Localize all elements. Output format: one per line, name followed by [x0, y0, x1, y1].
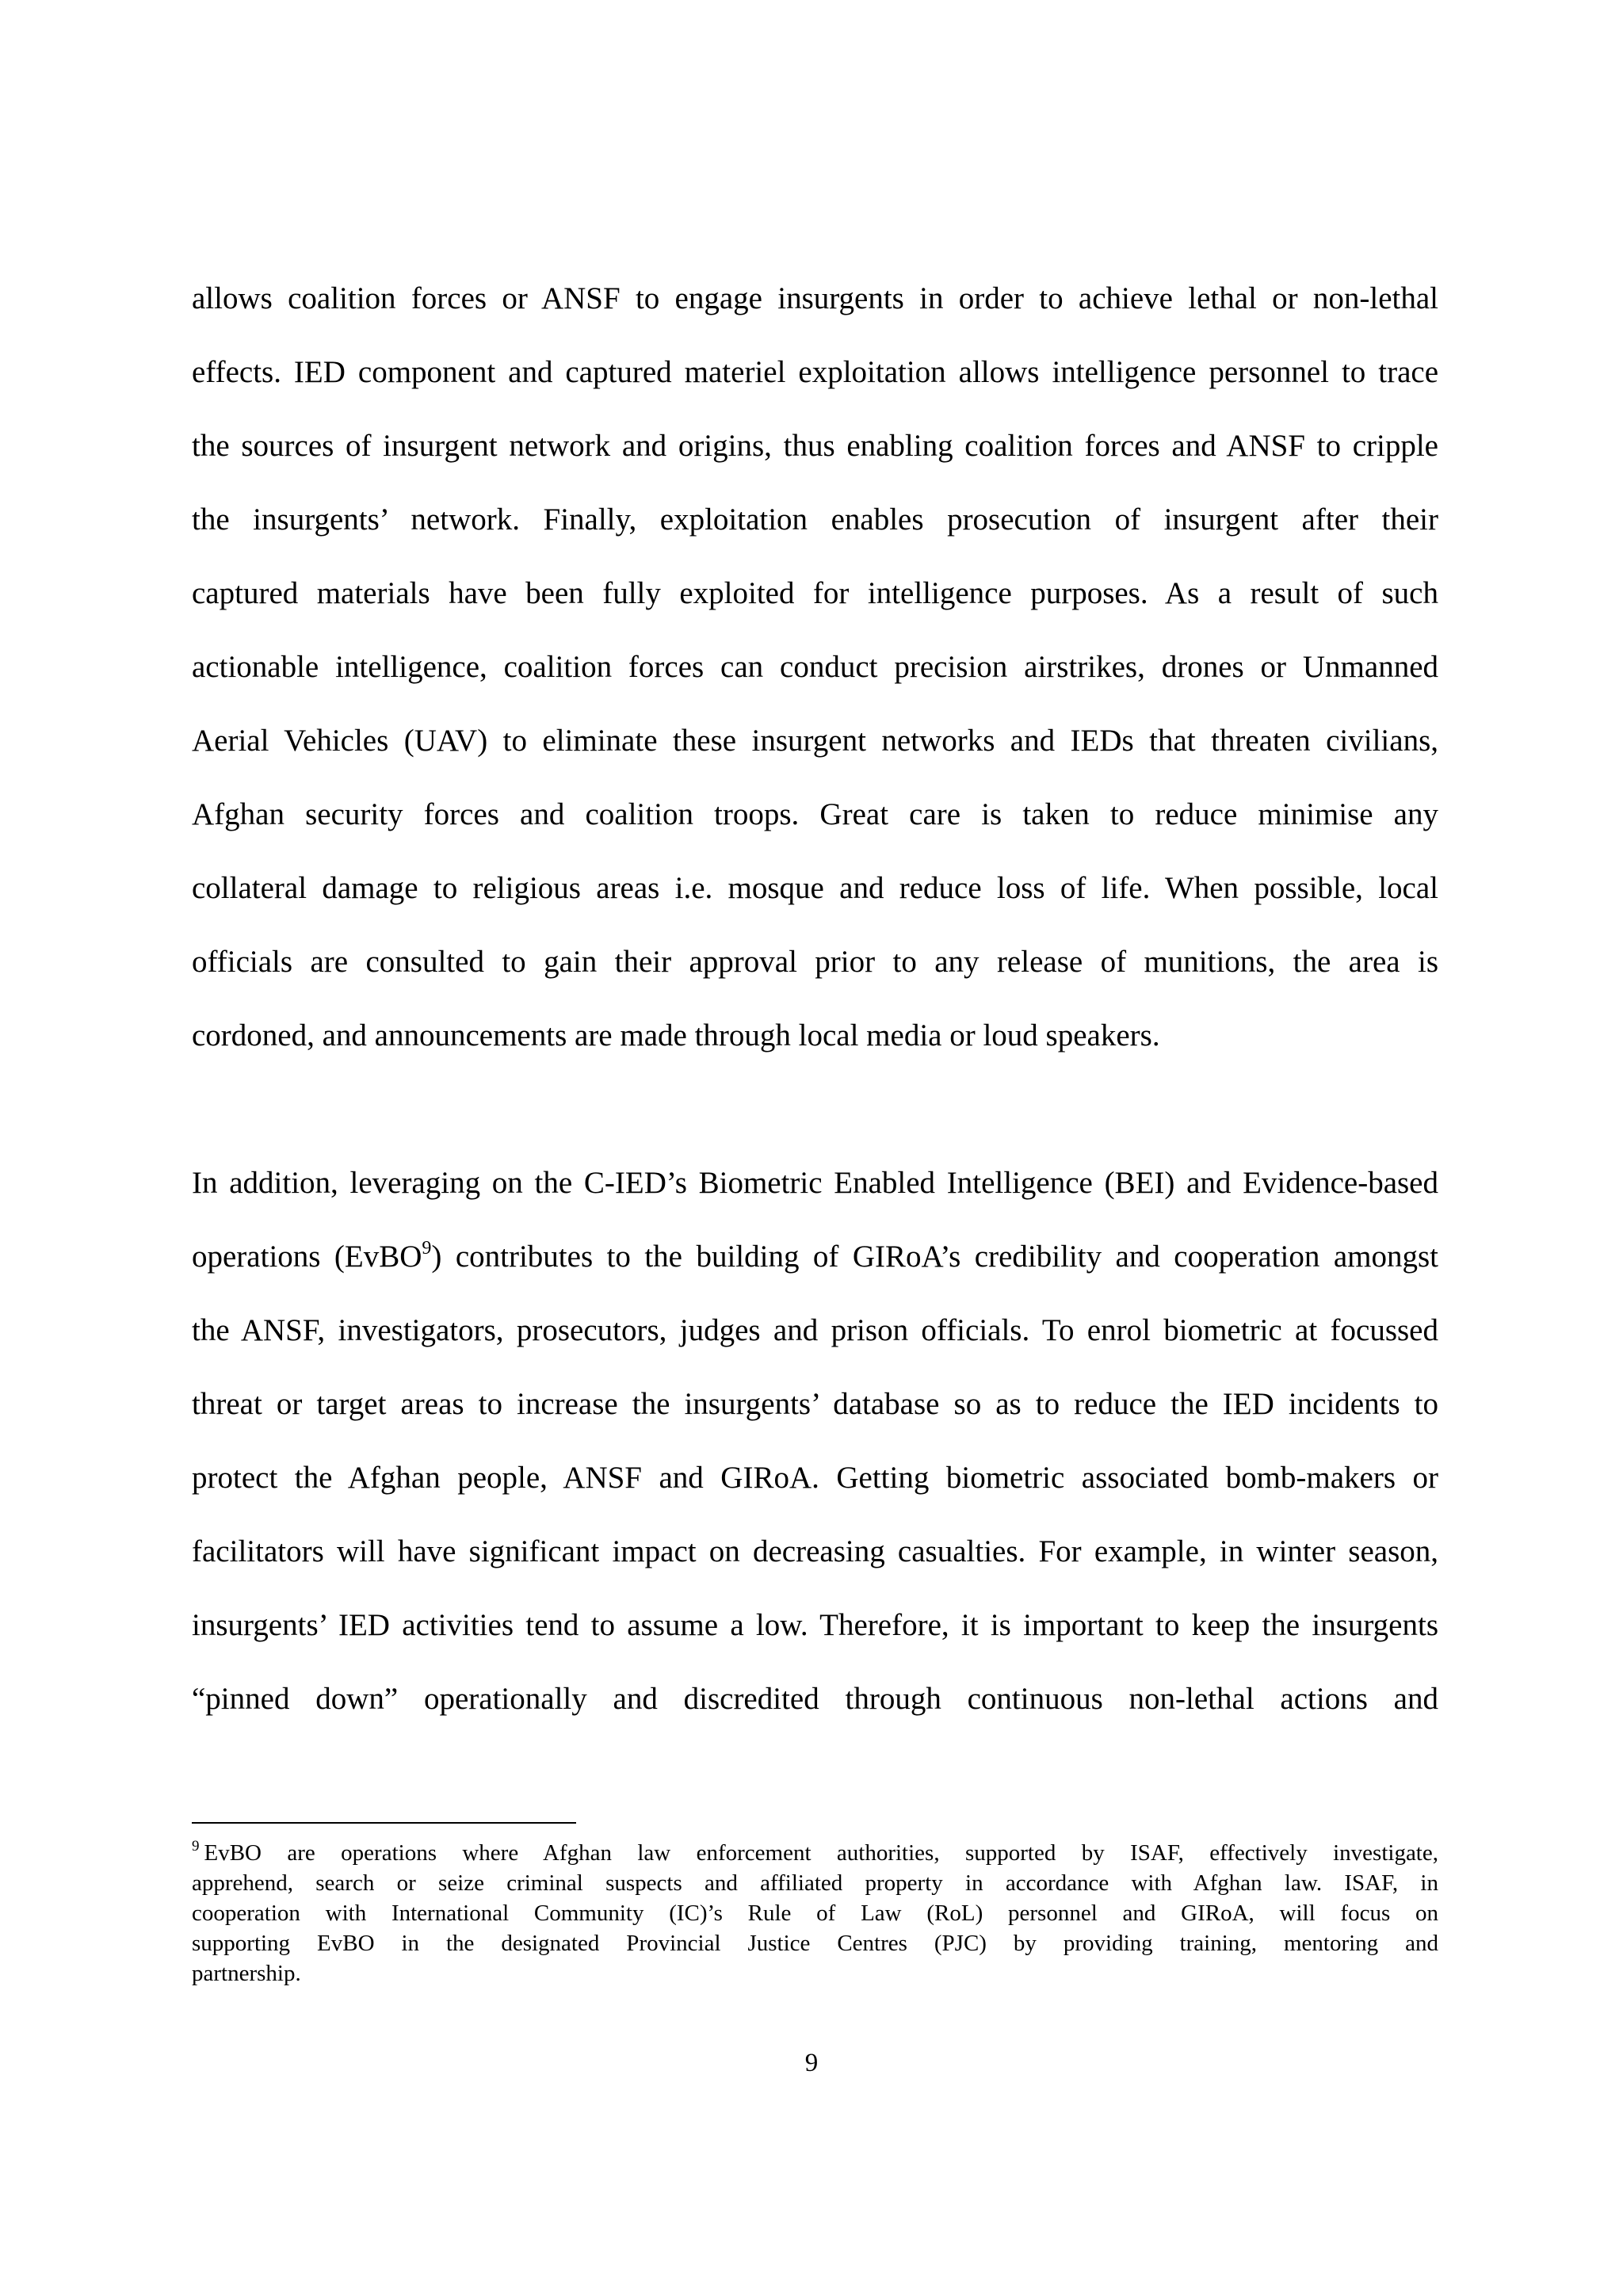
paragraph-2-line-1: In addition, leveraging on the C-IED’s Biometric Enabled Intelligence (BEI) and Evidence-based: [192, 1166, 1438, 1200]
footnote-separator: [192, 1822, 576, 1824]
footnote-line-2: apprehend, search or seize criminal suspects and affiliated property in accordance with Afghan law. ISAF, in: [192, 1870, 1438, 1896]
paragraph-2-line-3: the ANSF, investigators, prosecutors, judges and prison officials. To enrol biometric at focussed: [192, 1313, 1438, 1347]
paragraph-1-line-10: officials are consulted to gain their approval prior to any release of munitions, the area is: [192, 945, 1438, 979]
paragraph-1-line-4: the insurgents’ network. Finally, exploitation enables prosecution of insurgent after their: [192, 502, 1438, 537]
paragraph-2-line-5: protect the Afghan people, ANSF and GIRoA. Getting biometric associated bomb-makers or: [192, 1461, 1438, 1495]
footnote-line-4: supporting EvBO in the designated Provincial Justice Centres (PJC) by providing training, mentoring and: [192, 1931, 1438, 1956]
paragraph-2-line-4: threat or target areas to increase the insurgents’ database so as to reduce the IED incidents to: [192, 1387, 1438, 1421]
paragraph-2-line-2: [192, 1236, 1438, 1278]
paragraph-1-line-3: the sources of insurgent network and origins, thus enabling coalition forces and ANSF to cripple: [192, 429, 1438, 463]
footnote-line-3: cooperation with International Community (IC)’s Rule of Law (RoL) personnel and GIRoA, will focus on: [192, 1901, 1438, 1926]
paragraph-1-line-8: Afghan security forces and coalition troops. Great care is taken to reduce minimise any: [192, 797, 1438, 831]
paragraph-1-line-7: Aerial Vehicles (UAV) to eliminate these insurgent networks and IEDs that threaten civilians,: [192, 724, 1438, 758]
paragraph-2-line-8: “pinned down” operationally and discredited through continuous non-lethal actions and: [192, 1682, 1438, 1716]
page-number: 9: [804, 2049, 819, 2077]
footnote-line-5: partnership.: [192, 1961, 301, 1986]
paragraph-1-line-6: actionable intelligence, coalition forces can conduct precision airstrikes, drones or Unmanned: [192, 650, 1438, 684]
paragraph-1-line-1: allows coalition forces or ANSF to engage insurgents in order to achieve lethal or non-lethal: [192, 281, 1438, 315]
paragraph-2-line-2-start: operations (EvBO: [192, 1240, 422, 1274]
paragraph-2-line-7: insurgents’ IED activities tend to assume a low. Therefore, it is important to keep the insurgents: [192, 1608, 1438, 1642]
paragraph-1-line-5: captured materials have been fully exploited for intelligence purposes. As a result of such: [192, 576, 1438, 610]
paragraph-2-line-2-end: ) contributes to the building of GIRoA’s credibility and cooperation amongst: [431, 1240, 1438, 1274]
footnote-marker: 9: [192, 1838, 200, 1855]
footnote-line-1-text: EvBO are operations where Afghan law enforcement authorities, supported by ISAF, effectively investigate,: [204, 1840, 1438, 1866]
paragraph-2-line-6: facilitators will have significant impact on decreasing casualties. For example, in winter season,: [192, 1534, 1438, 1568]
paragraph-1-line-11: cordoned, and announcements are made through local media or loud speakers.: [192, 1018, 1160, 1052]
paragraph-1-line-9: collateral damage to religious areas i.e. mosque and reduce loss of life. When possible, local: [192, 871, 1438, 905]
footnote-line-1: [192, 1838, 1438, 1868]
paragraph-1-line-2: effects. IED component and captured materiel exploitation allows intelligence personnel to trace: [192, 355, 1438, 389]
footnote-reference[interactable]: 9: [422, 1238, 432, 1259]
